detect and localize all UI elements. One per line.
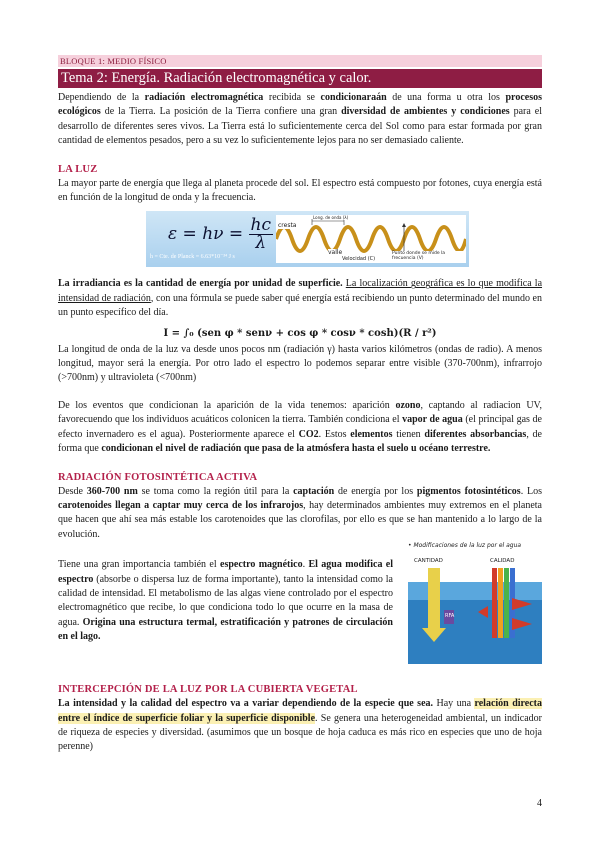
energy-equation-figure bbox=[58, 211, 542, 267]
cresta-label: cresta bbox=[278, 222, 297, 230]
calidad-label: CALIDAD bbox=[490, 558, 515, 565]
water-figure-caption: • Modificaciones de la luz por el agua bbox=[408, 542, 522, 550]
section-title-cubierta-vegetal: INTERCEPCIÓN DE LA LUZ POR LA CUBIERTA VEGETAL bbox=[58, 684, 358, 696]
frequency-label: Punto donde se mide la frecuencia (V) bbox=[392, 251, 464, 261]
block-label: BLOQUE 1: MEDIO FÍSICO bbox=[58, 55, 542, 67]
water-figure-svg bbox=[408, 558, 542, 664]
irradiance-formula: I = ∫₀ (sen φ * senν + cos φ * cosν * cosh)(R / r²) bbox=[163, 327, 437, 339]
section-title-fotosintetica: RADIACIÓN FOTOSINTÉTICA ACTIVA bbox=[58, 471, 258, 483]
fotosintetica-paragraph-1: Desde 360-700 nm se toma como la región útil para la captación de energía por los pigmentos fotosintéticos. Los carotenoides llegan a captar muy cerca de los infrarojos, hay determinados ambientes muy extremos en el planeta que hacen que ahí sea más estable los carotenoides que las clorofilas, por ello es que se han mantenido a lo largo de la evolución. bbox=[58, 485, 542, 540]
document-page bbox=[58, 55, 542, 755]
luz-paragraph-1: La mayor parte de energía que llega al planeta procede del sol. El espectro está compuesto por fotones, cuya energía está en función de la longitud de onda y la frecuencia. bbox=[58, 177, 542, 204]
planck-constant-label: h = Cte. de Planck = 6.63*10⁻³⁴ J s bbox=[150, 254, 235, 261]
velocity-label: Velocidad (C) bbox=[342, 256, 376, 263]
planck-equation: ε = hν = $\frac{hc}{\lambda}$ bbox=[168, 215, 272, 254]
water-figure-image bbox=[408, 558, 542, 664]
page-number: 4 bbox=[537, 798, 542, 809]
vegetal-paragraph: La intensidad y la calidad del espectro va a variar dependiendo de la especie que sea. Hay una relación directa entre el índice de superficie foliar y la superficie disponible. Se genera una heterogeneidad ambiental, un indicador de riqueza de especies y diversidad. (asumimos que un bosque de hoja caduca es más rico en especies que uno de hoja perenne) bbox=[58, 698, 542, 753]
cantidad-label: CANTIDAD bbox=[414, 558, 443, 565]
valle-label: valle bbox=[328, 249, 343, 257]
water-spectrum-paragraph: Tiene una gran importancia también el espectro magnético. El agua modifica el espectro (absorbe o dispersa luz de forma importante), tanto la intensidad como la calidad de intensidad. El metabolismo de las algas viene controlado por el espectro electromagnético que recibe, lo que condiciona todo lo que ocurre en la masa de agua. Origina una estructura termal, estratificación y patrones de circulación en el lago. bbox=[58, 559, 394, 643]
intro-paragraph: Dependiendo de la radiación electromagnética recibida se condicionaraán de una forma u otra los procesos ecológicos de la Tierra. La posición de la Tierra confiere una gran diversidad de ambientes y condiciones para el desarrollo de diferentes seres vivos. La Tierra está lo suficientemente cerca del Sol como para estar formada por gran cantidad de elementos pesados, pero a su vez lo suficientemente lejos para no ser demasiado caliente. bbox=[58, 92, 542, 147]
water-light-figure bbox=[408, 542, 542, 672]
rfa-label: RFA bbox=[445, 613, 455, 620]
section-title-luz: LA LUZ bbox=[58, 163, 98, 175]
wave-diagram bbox=[276, 215, 466, 263]
lambda-label: Long. de onda (λ) bbox=[313, 215, 349, 221]
page-title: Tema 2: Energía. Radiación electromagnética y calor. bbox=[58, 69, 542, 88]
wavelength-paragraph: La longitud de onda de la luz va desde unos pocos nm (radiación γ) hasta varios kilómetros (ondas de radio). A menos longitud, mayor será la energía. Por otro lado el espectro lo podemos separar entre visible (370-700nm), infrarrojo (>700nm) y ultravioleta (<700nm) bbox=[58, 343, 542, 384]
irradiance-paragraph: La irradiancia es la cantidad de energía por unidad de superficie. La localización geográfica es lo que modifica la intensidad de radiación, con una fórmula se puede saber qué energía está recibiendo un punto determinado del mundo en un punto específico del día. bbox=[58, 278, 543, 319]
atmosphere-paragraph: De los eventos que condicionan la aparición de la vida tenemos: aparición ozono, captando al radiacion UV, favorecuendo que los individuos acuáticos colonicen la tierra. También condiciona el vapor de agua (el principal gas de efecto invernadero es el agua). Posteriormente aparece el CO2. Estos elementos tienen diferentes absorbancias, de forma que condicionan el nivel de radiación que pasa de la atmósfera hasta el suelo u océano terrestre. bbox=[58, 399, 542, 455]
